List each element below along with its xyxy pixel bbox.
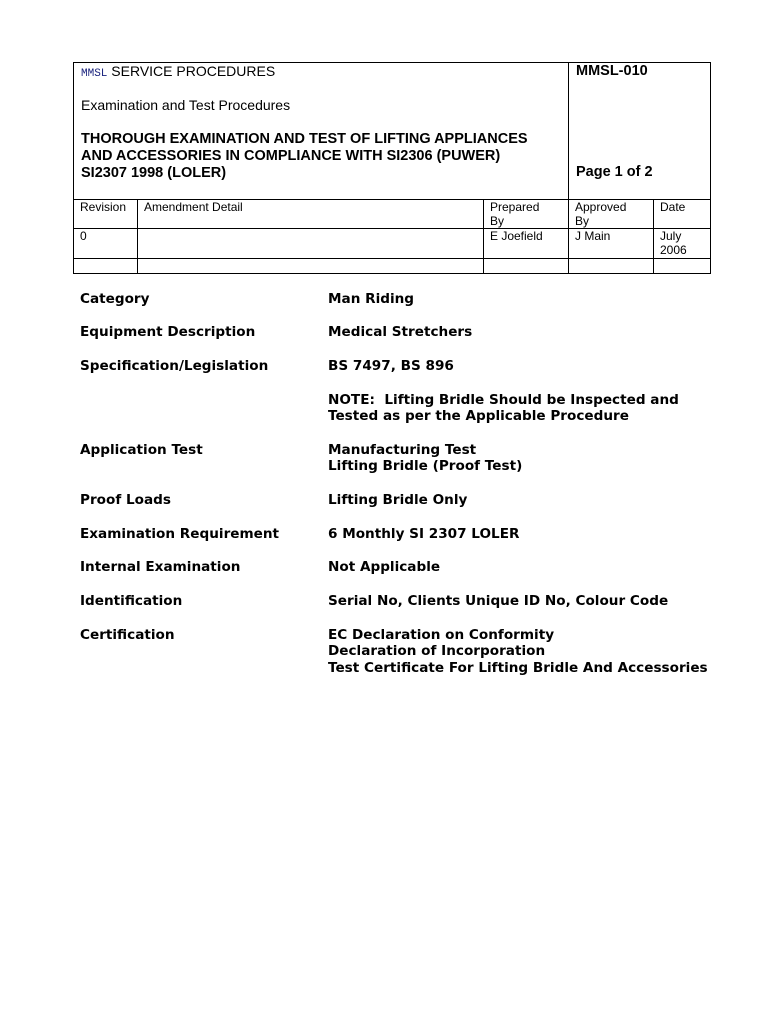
detail-label-identification: Identification [80,593,183,609]
table-row-rule-1 [73,228,711,229]
table-col-rule-2 [483,199,484,274]
detail-value-certification-3: Test Certificate For Lifting Bridle And Accessories [328,660,708,676]
table-cell-prepared: E Joefield [490,229,543,243]
detail-note-line-1: NOTE: Lifting Bridle Should be Inspected and [328,392,679,408]
doc-code: MMSL-010 [576,63,648,79]
detail-label-equipment: Equipment Description [80,324,256,340]
service-label: SERVICE PROCEDURES [111,63,276,79]
col-header-revision: Revision [80,200,127,214]
detail-value-category: Man Riding [328,291,415,307]
col-header-amendment: Amendment Detail [144,200,243,214]
table-row-rule-2 [73,258,711,259]
col-header-approved-2: By [575,214,590,228]
detail-value-equipment: Medical Stretchers [328,324,473,340]
detail-note-line-2: Tested as per the Applicable Procedure [328,408,629,424]
service-heading [81,63,275,80]
subtitle: Examination and Test Procedures [81,97,291,113]
detail-value-certification-2: Declaration of Incorporation [328,643,546,659]
table-col-rule-4 [653,199,654,274]
detail-value-specification: BS 7497, BS 896 [328,358,454,374]
detail-label-application-test: Application Test [80,442,203,458]
detail-label-examination-requirement: Examination Requirement [80,526,280,542]
detail-value-application-test-1: Manufacturing Test [328,442,477,458]
table-cell-approved: J Main [575,229,611,243]
table-col-rule-3 [568,199,569,274]
detail-value-application-test-2: Lifting Bridle (Proof Test) [328,458,523,474]
doc-title-line-3: SI2307 1998 (LOLER) [81,165,227,181]
detail-label-specification: Specification/Legislation [80,358,269,374]
header-divider [568,62,569,200]
detail-value-proof-loads: Lifting Bridle Only [328,492,468,508]
detail-label-proof-loads: Proof Loads [80,492,171,508]
page-number: Page 1 of 2 [576,164,653,180]
brand-logo: MMSL [81,68,108,80]
detail-label-internal-examination: Internal Examination [80,559,241,575]
detail-label-category: Category [80,291,150,307]
detail-value-identification: Serial No, Clients Unique ID No, Colour Code [328,593,669,609]
doc-title-line-2: AND ACCESSORIES IN COMPLIANCE WITH SI2306 (PUWER) [81,148,501,164]
table-cell-revision: 0 [80,229,87,243]
col-header-prepared-2: By [490,214,505,228]
table-cell-date-1: July [660,229,682,243]
col-header-prepared-1: Prepared [490,200,540,214]
col-header-date: Date [660,200,686,214]
detail-label-certification: Certification [80,627,175,643]
table-col-rule-1 [137,199,138,274]
doc-title-line-1: THOROUGH EXAMINATION AND TEST OF LIFTING APPLIANCES [81,131,528,147]
col-header-approved-1: Approved [575,200,627,214]
table-cell-date-2: 2006 [660,243,687,257]
detail-value-internal-examination: Not Applicable [328,559,441,575]
detail-value-examination-requirement: 6 Monthly SI 2307 LOLER [328,526,520,542]
detail-value-certification-1: EC Declaration on Conformity [328,627,555,643]
